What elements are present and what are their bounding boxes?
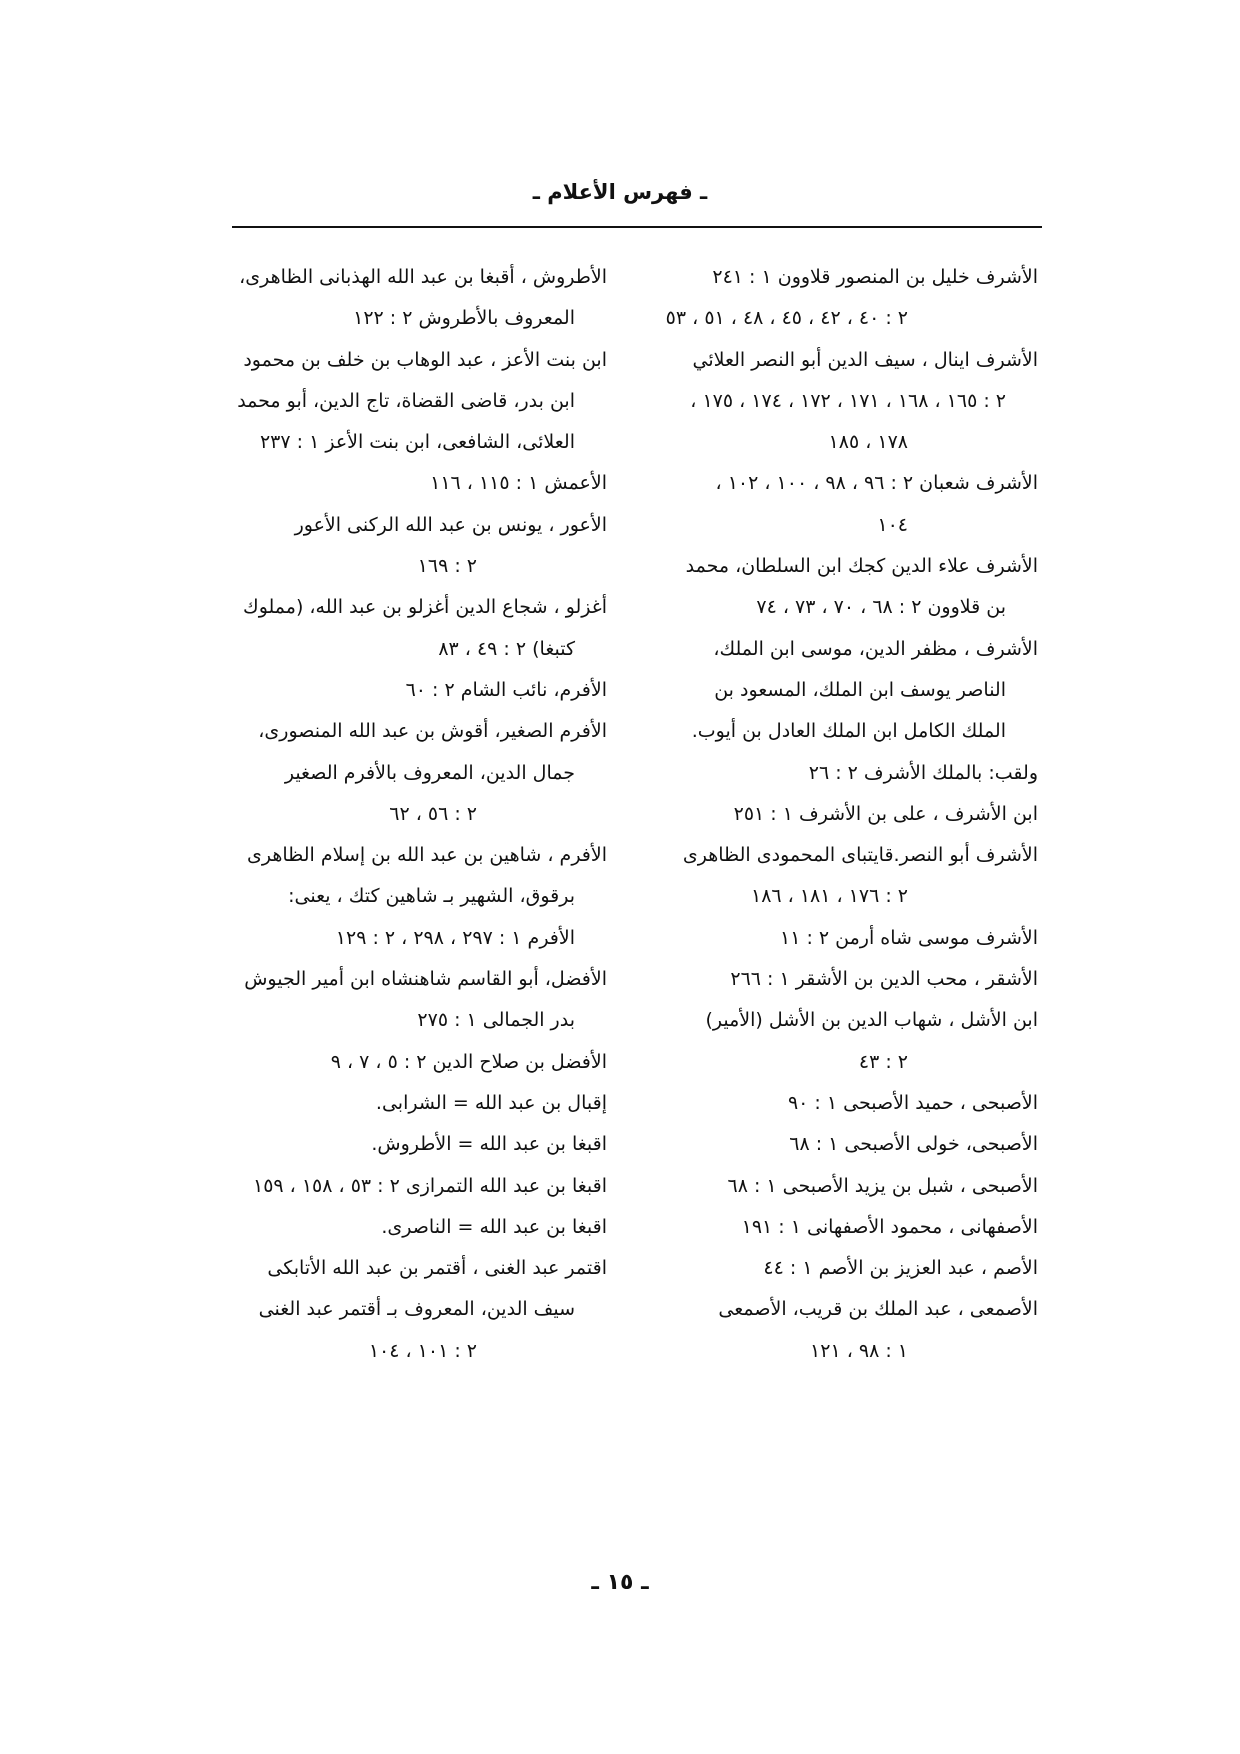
index-entry-line: الأفضل بن صلاح الدين ٢ : ٥ ، ٧ ، ٩ [330, 1050, 607, 1073]
index-entry-line: بن قلاوون ٢ : ٦٨ ، ٧٠ ، ٧٣ ، ٧٤ [756, 596, 1006, 619]
index-entry-line: بدر الجمالى ١ : ٢٧٥ [417, 1009, 575, 1032]
index-entry-line: الأصبحى، خولى الأصبحى ١ : ٦٨ [789, 1133, 1038, 1156]
index-entry-line: الأشرف علاء الدين كجك ابن السلطان، محمد [685, 555, 1038, 578]
index-entry-line: الأشرف اينال ، سيف الدين أبو النصر العلائي [692, 348, 1038, 371]
index-entry-line: الأشرف ، مظفر الدين، موسى ابن الملك، [713, 637, 1038, 660]
index-entry-line: الأطروش ، أقبغا بن عبد الله الهذبانى الظاهرى، [239, 266, 607, 288]
index-entry-line: ٢ : ١٦٥ ، ١٦٨ ، ١٧١ ، ١٧٢ ، ١٧٤ ، ١٧٥ ، [690, 389, 1006, 412]
index-entry-line: الأفرم الصغير، أقوش بن عبد الله المنصورى، [258, 720, 607, 743]
page-number: ـ ١٥ ـ [591, 1570, 649, 1595]
index-entry-line: ٢ : ٤٣ [858, 1050, 908, 1073]
index-entry-line: اقبغا بن عبد الله = الأطروش. [371, 1133, 607, 1156]
index-entry-line: ١٧٨ ، ١٨٥ [828, 431, 908, 454]
index-entry-line: ولقب: بالملك الأشرف ٢ : ٢٦ [808, 761, 1038, 784]
index-entry-line: الناصر يوسف ابن الملك، المسعود بن [714, 678, 1006, 701]
index-entry-line: الأشرف شعبان ٢ : ٩٦ ، ٩٨ ، ١٠٠ ، ١٠٢ ، [715, 472, 1038, 495]
index-entry-line: الأصفهانى ، محمود الأصفهانى ١ : ١٩١ [741, 1215, 1038, 1238]
index-entry-line: المعروف بالأطروش ٢ : ١٢٢ [353, 307, 575, 330]
index-entry-line: ٢ : ٤٠ ، ٤٢ ، ٤٥ ، ٤٨ ، ٥١ ، ٥٣ [665, 307, 908, 330]
index-entry-line: ابن الأشل ، شهاب الدين بن الأشل (الأمير) [705, 1009, 1038, 1032]
index-entry-line: الأفرم ، شاهين بن عبد الله بن إسلام الظاهرى [246, 844, 607, 867]
index-entry-line: الأصم ، عبد العزيز بن الأصم ١ : ٤٤ [763, 1257, 1038, 1280]
index-column-right [640, 257, 1038, 1372]
index-entry-line: سيف الدين، المعروف بـ أقتمر عبد الغنى [258, 1298, 575, 1321]
index-entry-line: الملك الكامل ابن الملك العادل بن أيوب. [691, 720, 1006, 743]
index-entry-line: أغزلو ، شجاع الدين أغزلو بن عبد الله، (مملوك [243, 596, 607, 619]
index-entry-line: ٢ : ٥٦ ، ٦٢ [389, 802, 477, 825]
index-entry-line: كتبغا) ٢ : ٤٩ ، ٨٣ [438, 637, 575, 660]
index-entry-line: ٢ : ١٧٦ ، ١٨١ ، ١٨٦ [750, 885, 908, 908]
index-entry-line: الأعور ، يونس بن عبد الله الركنى الأعور [294, 513, 607, 536]
page-title: ـ فهرس الأعلام ـ [532, 180, 708, 204]
index-column-left [205, 257, 607, 1372]
index-entry-line: ١ : ٩٨ ، ١٢١ [810, 1339, 908, 1362]
index-entry-line: اقبغا بن عبد الله = الناصرى. [381, 1215, 607, 1238]
index-entry-line: الأشرف موسى شاه أرمن ٢ : ١١ [779, 926, 1038, 949]
index-entry-line: ٢ : ١٠١ ، ١٠٤ [368, 1339, 477, 1362]
index-entry-line: الأصمعى ، عبد الملك بن قريب، الأصمعى [718, 1298, 1038, 1321]
index-entry-line: العلائى، الشافعى، ابن بنت الأعز ١ : ٢٣٧ [259, 431, 575, 454]
index-entry-line: اقتمر عبد الغنى ، أقتمر بن عبد الله الأتابكى [267, 1257, 607, 1280]
index-entry-line: الأصبحى ، شبل بن يزيد الأصبحى ١ : ٦٨ [727, 1174, 1038, 1197]
index-entry-line: اقبغا بن عبد الله التمرازى ٢ : ٥٣ ، ١٥٨ ، ١٥٩ [253, 1174, 607, 1197]
index-entry-line: الأصبحى ، حميد الأصبحى ١ : ٩٠ [787, 1091, 1038, 1114]
index-entry-line: ١٠٤ [877, 513, 908, 536]
index-entry-line: الأشقر ، محب الدين بن الأشقر ١ : ٢٦٦ [730, 968, 1038, 991]
index-entry-line: الأشرف أبو النصر.قايتباى المحمودى الظاهرى [682, 844, 1038, 867]
index-entry-line: ابن الأشرف ، على بن الأشرف ١ : ٢٥١ [733, 802, 1038, 825]
index-entry-line: الأعمش ١ : ١١٥ ، ١١٦ [430, 472, 607, 495]
index-entry-line: الأشرف خليل بن المنصور قلاوون ١ : ٢٤١ [712, 266, 1038, 288]
index-entry-line: ابن بنت الأعز ، عبد الوهاب بن خلف بن محمود [243, 348, 607, 371]
index-entry-line: برقوق، الشهير بـ شاهين كتك ، يعنى: [288, 885, 575, 908]
index-entry-line: ٢ : ١٦٩ [417, 555, 477, 578]
header-divider [232, 226, 1042, 228]
index-entry-line: الأفضل، أبو القاسم شاهنشاه ابن أمير الجيوش [244, 968, 607, 991]
index-entry-line: الأفرم ١ : ٢٩٧ ، ٢٩٨ ، ٢ : ١٢٩ [335, 926, 575, 949]
index-entry-line: جمال الدين، المعروف بالأفرم الصغير [284, 761, 575, 784]
index-entry-line: الأفرم، نائب الشام ٢ : ٦٠ [405, 678, 607, 701]
index-entry-line: إقبال بن عبد الله = الشرابى. [375, 1091, 607, 1114]
index-entry-line: ابن بدر، قاضى القضاة، تاج الدين، أبو محمد [237, 389, 575, 412]
